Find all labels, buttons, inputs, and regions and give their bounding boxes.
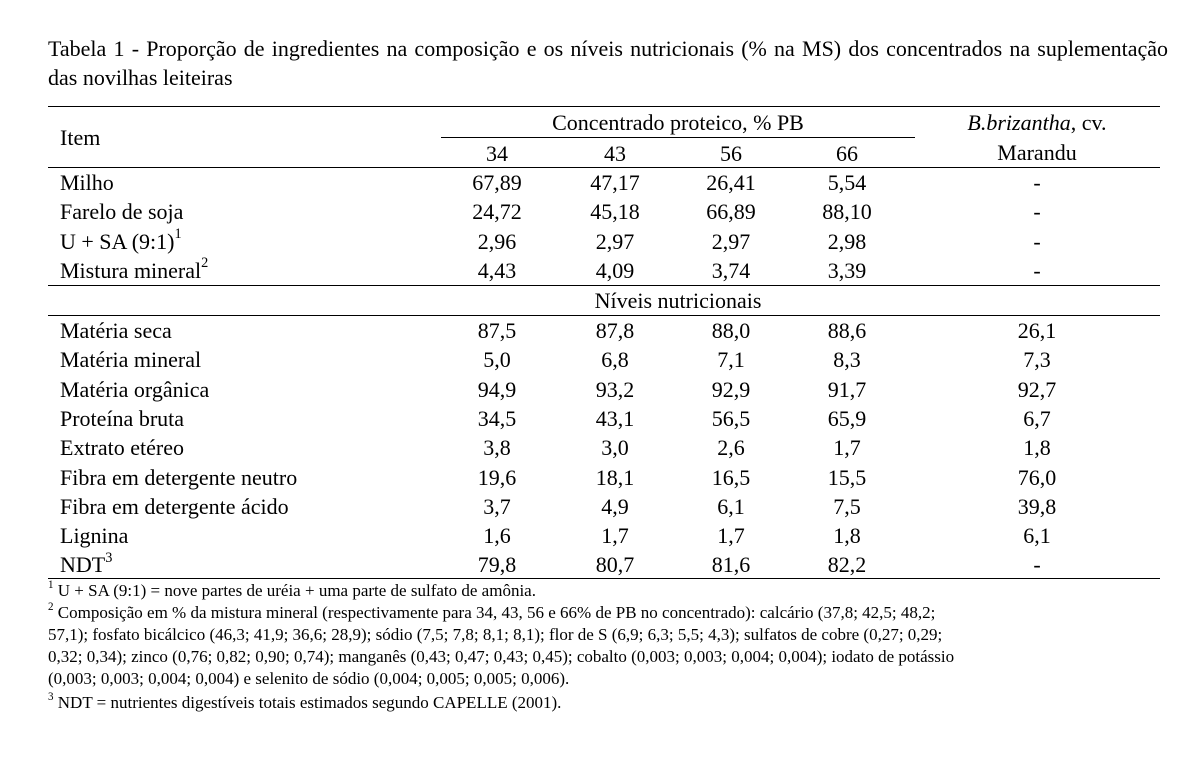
table-cell: 24,72 (472, 199, 522, 225)
table-cell: 4,09 (595, 257, 635, 283)
table-cell: 16,5 (711, 464, 751, 490)
table-cell: 6,1 (717, 493, 745, 519)
table-cell: 88,6 (827, 318, 867, 343)
table-caption: Tabela 1 - Proporção de ingredientes na composição e os níveis nutricionais (% na MS) dos concentrados na suplementação das novilhas leiteiras (48, 36, 1168, 90)
header-col-34: 34 (486, 141, 508, 166)
header-brachiaria-species: B.brizantha (967, 110, 1071, 135)
table-cell: 2,98 (827, 228, 867, 254)
table-cell: 19,6 (477, 464, 517, 490)
section-bottom-rule (48, 315, 1160, 316)
row-label (60, 255, 209, 284)
table-cell: 3,0 (601, 435, 629, 461)
table-cell: 56,5 (711, 405, 751, 431)
table-cell: 94,9 (477, 376, 517, 402)
row-footnote-mark: 3 (105, 549, 113, 566)
table-cell: 82,2 (827, 552, 867, 578)
header-brachiaria (917, 110, 1157, 136)
footnote-1-mark: 1 (48, 578, 54, 591)
footnote-2-line-1 (48, 602, 1166, 624)
table-cell-brachiaria: 7,3 (1023, 347, 1051, 373)
row-label (60, 226, 182, 255)
header-concentrate-group: Concentrado proteico, % PB (552, 110, 804, 135)
footnote-3-text: NDT = nutrientes digestíveis totais estimados segundo CAPELLE (2001). (57, 693, 562, 712)
row-label (60, 494, 289, 520)
table-cell: 45,18 (590, 199, 640, 225)
table-cell-brachiaria: 92,7 (1017, 376, 1057, 402)
table-cell-brachiaria: 6,1 (1023, 523, 1051, 549)
row-label (60, 549, 113, 578)
table-cell: 2,97 (595, 228, 635, 254)
table-cell: 15,5 (827, 464, 867, 490)
table-cell-brachiaria: - (1033, 552, 1041, 578)
table-cell: 88,10 (822, 199, 872, 225)
table-cell: 87,5 (477, 318, 517, 343)
table-cell: 8,3 (833, 347, 861, 373)
table-cell: 47,17 (590, 170, 640, 195)
table-cell: 7,1 (717, 347, 745, 373)
footnote-3 (48, 692, 1166, 714)
row-label-text: Extrato etéreo (60, 435, 184, 461)
table-cell-brachiaria: - (1033, 170, 1041, 195)
header-col-56: 56 (720, 141, 742, 166)
row-label-text: Matéria orgânica (60, 376, 210, 402)
table-cell: 4,9 (601, 493, 629, 519)
table-cell: 1,8 (833, 523, 861, 549)
table-cell: 7,5 (833, 493, 861, 519)
table-cell: 3,8 (483, 435, 511, 461)
table-cell: 67,89 (472, 170, 522, 195)
header-item: Item (60, 125, 101, 150)
row-label (60, 377, 209, 403)
section-label: Níveis nutricionais (594, 288, 762, 313)
table-cell-brachiaria: 6,7 (1023, 405, 1051, 431)
row-label (60, 318, 172, 344)
table-cell: 6,8 (601, 347, 629, 373)
footnote-2-line-3: 0,32; 0,34); zinco (0,76; 0,82; 0,90; 0,74); manganês (0,43; 0,47; 0,43; 0,45); cobalto (0,003; 0,003; 0,004; 0,004); iodato de potássio (48, 647, 955, 666)
footnote-2-line-2: 57,1); fosfato bicálcico (46,3; 41,9; 36,6; 28,9); sódio (7,5; 7,8; 8,1; 8,1); flor de S (6,9; 6,3; 5,5; 4,3); sulfatos de cobre (0,27; 0,29; (48, 625, 943, 644)
footnote-2-text-1: Composição em % da mistura mineral (respectivamente para 34, 43, 56 e 66% de PB no concentrado): calcário (37,8; 42,5; 48,2; (57, 603, 936, 622)
table-cell: 1,7 (717, 523, 745, 549)
group-underline (441, 137, 915, 138)
table-cell: 92,9 (711, 376, 751, 402)
row-label-text: Fibra em detergente ácido (60, 493, 289, 519)
row-label-text: NDT (60, 552, 106, 578)
table-cell: 4,43 (477, 257, 517, 283)
header-bottom-rule (48, 167, 1160, 168)
table-cell: 80,7 (595, 552, 635, 578)
footnote-2-line-4: (0,003; 0,003; 0,004; 0,004) e selenito de sódio (0,004; 0,005; 0,005; 0,006). (48, 669, 570, 688)
row-label (60, 435, 184, 461)
row-label (60, 465, 297, 491)
row-label-text: Mistura mineral (60, 257, 202, 283)
row-label (60, 523, 128, 549)
row-footnote-mark: 1 (174, 226, 182, 243)
header-col-43: 43 (604, 141, 626, 166)
table-cell-brachiaria: 76,0 (1017, 464, 1057, 490)
table-cell: 65,9 (827, 405, 867, 431)
footnote-1-text: U + SA (9:1) = nove partes de uréia + uma parte de sulfato de amônia. (57, 581, 536, 600)
table-cell: 3,74 (711, 257, 751, 283)
row-label-text: Milho (60, 170, 114, 195)
row-label-text: Proteína bruta (60, 405, 185, 431)
row-label (60, 406, 184, 432)
row-label (60, 347, 201, 373)
table-cell-brachiaria: 39,8 (1017, 493, 1057, 519)
table-cell: 93,2 (595, 376, 635, 402)
table-cell: 26,41 (706, 170, 756, 195)
table-cell-brachiaria: - (1033, 199, 1041, 225)
table-cell: 2,96 (477, 228, 517, 254)
table-cell: 18,1 (595, 464, 635, 490)
table-cell-brachiaria: - (1033, 257, 1041, 283)
table-cell: 3,39 (827, 257, 867, 283)
table-cell: 88,0 (711, 318, 751, 343)
table-cell-brachiaria: - (1033, 228, 1041, 254)
header-brachiaria-line2: Marandu (997, 140, 1077, 165)
table-cell: 1,6 (483, 523, 511, 549)
header-col-66: 66 (836, 141, 858, 166)
top-rule (48, 106, 1160, 107)
footnote-2-mark: 2 (48, 600, 54, 613)
table-cell: 87,8 (595, 318, 635, 343)
header-brachiaria-cv: , cv. (1070, 110, 1107, 135)
table-cell: 5,54 (827, 170, 867, 195)
table-cell-brachiaria: 26,1 (1017, 318, 1057, 343)
row-footnote-mark: 2 (201, 255, 209, 272)
table-cell: 5,0 (483, 347, 511, 373)
footnote-1 (48, 580, 1166, 602)
table-cell: 2,6 (717, 435, 745, 461)
row-label (60, 199, 183, 225)
table-cell: 91,7 (827, 376, 867, 402)
row-label-text: Farelo de soja (60, 199, 184, 225)
table-cell: 34,5 (477, 405, 517, 431)
footnote-3-mark: 3 (48, 690, 54, 703)
table-cell: 1,7 (833, 435, 861, 461)
row-label-text: Matéria mineral (60, 347, 202, 373)
row-label-text: Matéria seca (60, 318, 172, 343)
table-cell: 2,97 (711, 228, 751, 254)
row-label-text: Lignina (60, 523, 129, 549)
row-label-text: Fibra em detergente neutro (60, 464, 298, 490)
row-label (60, 170, 114, 196)
table-cell: 81,6 (711, 552, 751, 578)
table-cell: 3,7 (483, 493, 511, 519)
row-label-text: U + SA (9:1) (60, 228, 175, 254)
table-cell: 1,7 (601, 523, 629, 549)
table-cell-brachiaria: 1,8 (1023, 435, 1051, 461)
table-cell: 66,89 (706, 199, 756, 225)
section-top-rule (48, 285, 1160, 286)
table-cell: 79,8 (477, 552, 517, 578)
table-cell: 43,1 (595, 405, 635, 431)
